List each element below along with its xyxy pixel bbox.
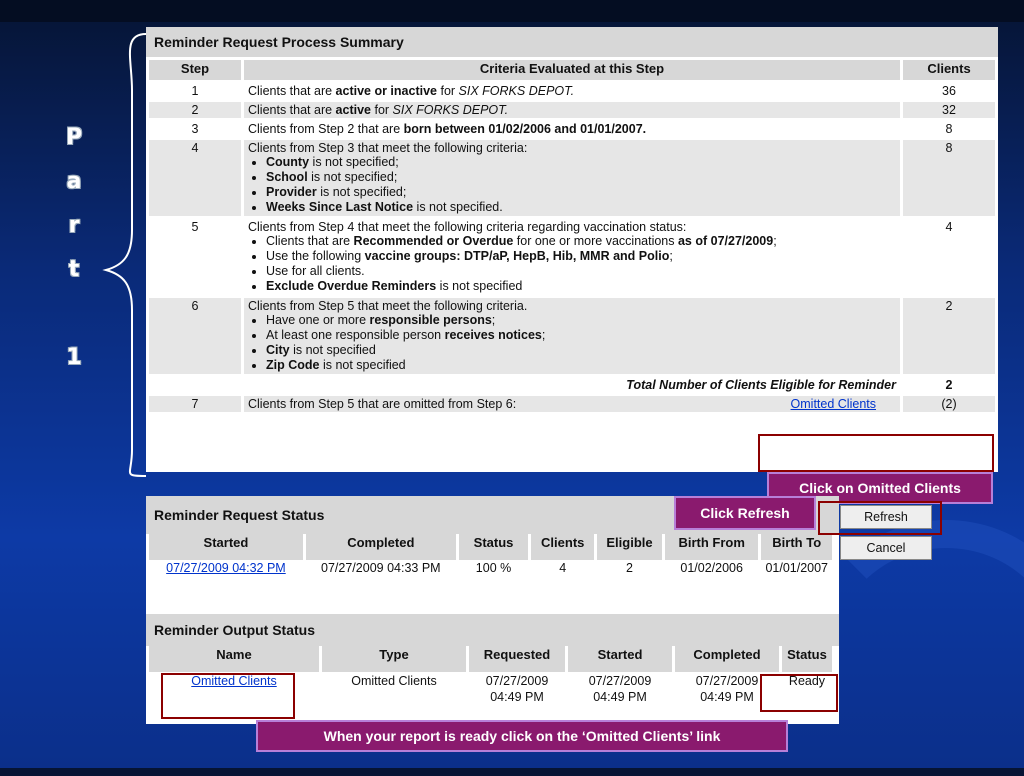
clients-value: 4 bbox=[530, 560, 596, 584]
part-number: 1 bbox=[66, 345, 82, 370]
birth-to-value: 01/01/2007 bbox=[760, 560, 834, 584]
part-letter: a bbox=[66, 169, 82, 194]
output-title: Reminder Output Status bbox=[146, 614, 839, 646]
col-started: Started bbox=[567, 646, 674, 672]
col-completed: Completed bbox=[304, 534, 457, 560]
started-link[interactable]: 07/27/2009 04:32 PM bbox=[149, 560, 304, 584]
col-requested: Requested bbox=[468, 646, 567, 672]
col-birth-from: Birth From bbox=[663, 534, 760, 560]
started-value: 07/27/2009 04:49 PM bbox=[567, 672, 674, 710]
completed-value: 07/27/2009 04:49 PM bbox=[674, 672, 781, 710]
step-number: 4 bbox=[149, 139, 243, 218]
clients-count: 8 bbox=[902, 120, 996, 139]
table-row bbox=[149, 120, 995, 139]
table-row bbox=[149, 139, 995, 218]
omitted-clients-callout: Click on Omitted Clients bbox=[767, 472, 993, 504]
table-row bbox=[149, 218, 995, 297]
criteria-cell: Clients that are active or inactive for SIX FORKS DEPOT. bbox=[243, 82, 902, 101]
completed-value: 07/27/2009 04:33 PM bbox=[304, 560, 457, 584]
part-letter: r bbox=[68, 213, 80, 238]
part-label bbox=[58, 122, 90, 386]
clients-count: 2 bbox=[902, 297, 996, 376]
col-type: Type bbox=[321, 646, 468, 672]
omitted-report-highlight bbox=[161, 673, 295, 719]
criteria-cell: Clients from Step 5 that are omitted from Step 6: Omitted Clients bbox=[243, 395, 902, 414]
table-row bbox=[149, 560, 834, 584]
top-bar bbox=[0, 0, 1024, 22]
criteria-cell: Clients from Step 3 that meet the following criteria: • County is not specified; • School is not specified; • Provider is not specified; • Weeks Since Last Notice is not specified. bbox=[243, 139, 902, 218]
step-number: 5 bbox=[149, 218, 243, 297]
refresh-button[interactable]: Refresh bbox=[840, 505, 932, 529]
col-status: Status bbox=[781, 646, 834, 672]
eligible-value: 2 bbox=[596, 560, 664, 584]
clients-count: 8 bbox=[902, 139, 996, 218]
cancel-button[interactable]: Cancel bbox=[840, 536, 932, 560]
omitted-clients-link[interactable]: Omitted Clients bbox=[790, 397, 876, 411]
summary-title: Reminder Request Process Summary bbox=[146, 27, 998, 57]
total-row bbox=[149, 376, 995, 395]
step-number: 1 bbox=[149, 82, 243, 101]
col-eligible: Eligible bbox=[596, 534, 664, 560]
col-name: Name bbox=[149, 646, 321, 672]
table-row bbox=[149, 101, 995, 120]
clients-count: 32 bbox=[902, 101, 996, 120]
status-header-row bbox=[149, 534, 834, 560]
criteria-cell: Clients from Step 5 that meet the following criteria. • Have one or more responsible persons; • At least one responsible person receives notices; • City is not specified • Zip Code is not specified bbox=[243, 297, 902, 376]
ready-status-highlight bbox=[760, 674, 838, 712]
col-clients: Clients bbox=[902, 60, 996, 82]
part-gap bbox=[58, 298, 90, 342]
curly-brace-icon bbox=[102, 30, 150, 480]
step-number: 3 bbox=[149, 120, 243, 139]
requested-value: 07/27/2009 04:49 PM bbox=[468, 672, 567, 710]
status-title: Reminder Request Status bbox=[146, 496, 839, 534]
col-completed: Completed bbox=[674, 646, 781, 672]
output-header-row bbox=[149, 646, 834, 672]
omitted-clients-report-link[interactable]: Omitted Clients bbox=[191, 674, 277, 688]
refresh-highlight bbox=[818, 501, 942, 535]
criteria-cell: Clients from Step 4 that meet the following criteria regarding vaccination status: • Clients that are Recommended or Overdue for one or more vaccinations as of 07/27/2009; • Use the following vaccine groups: DTP/aP, HepB, Hib, MMR and Polio; • Use for all clients. • Exclude Overdue Reminders is not specified bbox=[243, 218, 902, 297]
clients-count: 36 bbox=[902, 82, 996, 101]
type-value: Omitted Clients bbox=[321, 672, 468, 710]
ready-callout: When your report is ready click on the ‘Omitted Clients’ link bbox=[256, 720, 788, 752]
omitted-clients-highlight bbox=[758, 434, 994, 472]
step-number: 6 bbox=[149, 297, 243, 376]
col-birth-to: Birth To bbox=[760, 534, 834, 560]
summary-table bbox=[149, 60, 995, 415]
col-clients: Clients bbox=[530, 534, 596, 560]
clients-count: (2) bbox=[902, 395, 996, 414]
step-number: 7 bbox=[149, 395, 243, 414]
total-value: 2 bbox=[902, 376, 996, 395]
status-value: 100 % bbox=[457, 560, 530, 584]
table-row bbox=[149, 82, 995, 101]
part-letter: P bbox=[65, 125, 83, 150]
total-label: Total Number of Clients Eligible for Reminder bbox=[243, 376, 902, 395]
birth-from-value: 01/02/2006 bbox=[663, 560, 760, 584]
table-row bbox=[149, 297, 995, 376]
part-letter: t bbox=[68, 257, 80, 282]
summary-header-row bbox=[149, 60, 995, 82]
criteria-cell: Clients from Step 2 that are born between 01/02/2006 and 01/01/2007. bbox=[243, 120, 902, 139]
table-row bbox=[149, 395, 995, 414]
col-step: Step bbox=[149, 60, 243, 82]
refresh-callout: Click Refresh bbox=[674, 496, 816, 530]
col-started: Started bbox=[149, 534, 304, 560]
status-table bbox=[149, 534, 835, 584]
report-status-value: Ready bbox=[781, 672, 834, 710]
col-status: Status bbox=[457, 534, 530, 560]
col-criteria: Criteria Evaluated at this Step bbox=[243, 60, 902, 82]
step-number: 2 bbox=[149, 101, 243, 120]
criteria-cell: Clients that are active for SIX FORKS DEPOT. bbox=[243, 101, 902, 120]
clients-count: 4 bbox=[902, 218, 996, 297]
process-summary-panel bbox=[146, 27, 998, 472]
